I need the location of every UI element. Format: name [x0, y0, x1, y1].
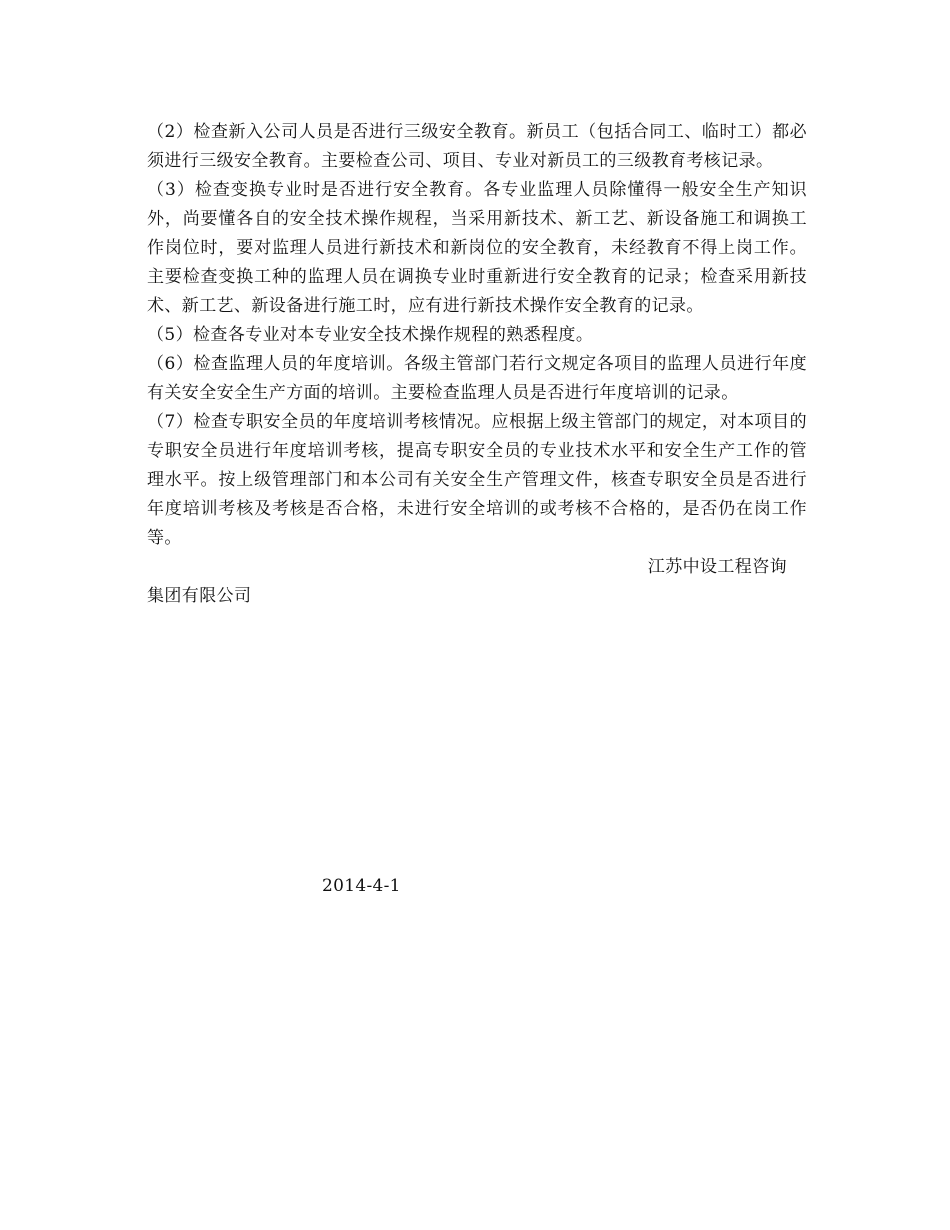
paragraph-item-6: （6）检查监理人员的年度培训。各级主管部门若行文规定各项目的监理人员进行年度有关安全安全生产方面的培训。主要检查监理人员是否进行年度培训的记录。 [147, 354, 807, 403]
document-body [147, 118, 807, 611]
paragraph-item-2: （2）检查新入公司人员是否进行三级安全教育。新员工（包括合同工、临时工）都必须进行三级安全教育。主要检查公司、项目、专业对新员工的三级教育考核记录。 [147, 122, 807, 171]
paragraph-item-7: （7）检查专职安全员的年度培训考核情况。应根据上级主管部门的规定，对本项目的专职安全员进行年度培训考核，提高专职安全员的专业技术水平和安全生产工作的管理水平。按上级管理部门和本公司有关安全生产管理文件，核查专职安全员是否进行年度培训考核及考核是否合格，未进行安全培训的或考核不合格的，是否仍在岗工作等。 [147, 412, 807, 548]
signature-company-line2: 集团有限公司 [147, 586, 252, 606]
signature-company-line1: 江苏中设工程咨询 [647, 557, 787, 577]
paragraph-item-5: （5）检查各专业对本专业安全技术操作规程的熟悉程度。 [147, 325, 594, 345]
paragraph-item-3: （3）检查变换专业时是否进行安全教育。各专业监理人员除懂得一般安全生产知识外，尚要懂各自的安全技术操作规程，当采用新技术、新工艺、新设备施工和调换工作岗位时，要对监理人员进行新技术和新岗位的安全教育，未经教育不得上岗工作。主要检查变换工种的监理人员在调换专业时重新进行安全教育的记录；检查采用新技术、新工艺、新设备进行施工时，应有进行新技术操作安全教育的记录。 [147, 180, 807, 316]
document-date: 2014-4-1 [322, 876, 401, 896]
